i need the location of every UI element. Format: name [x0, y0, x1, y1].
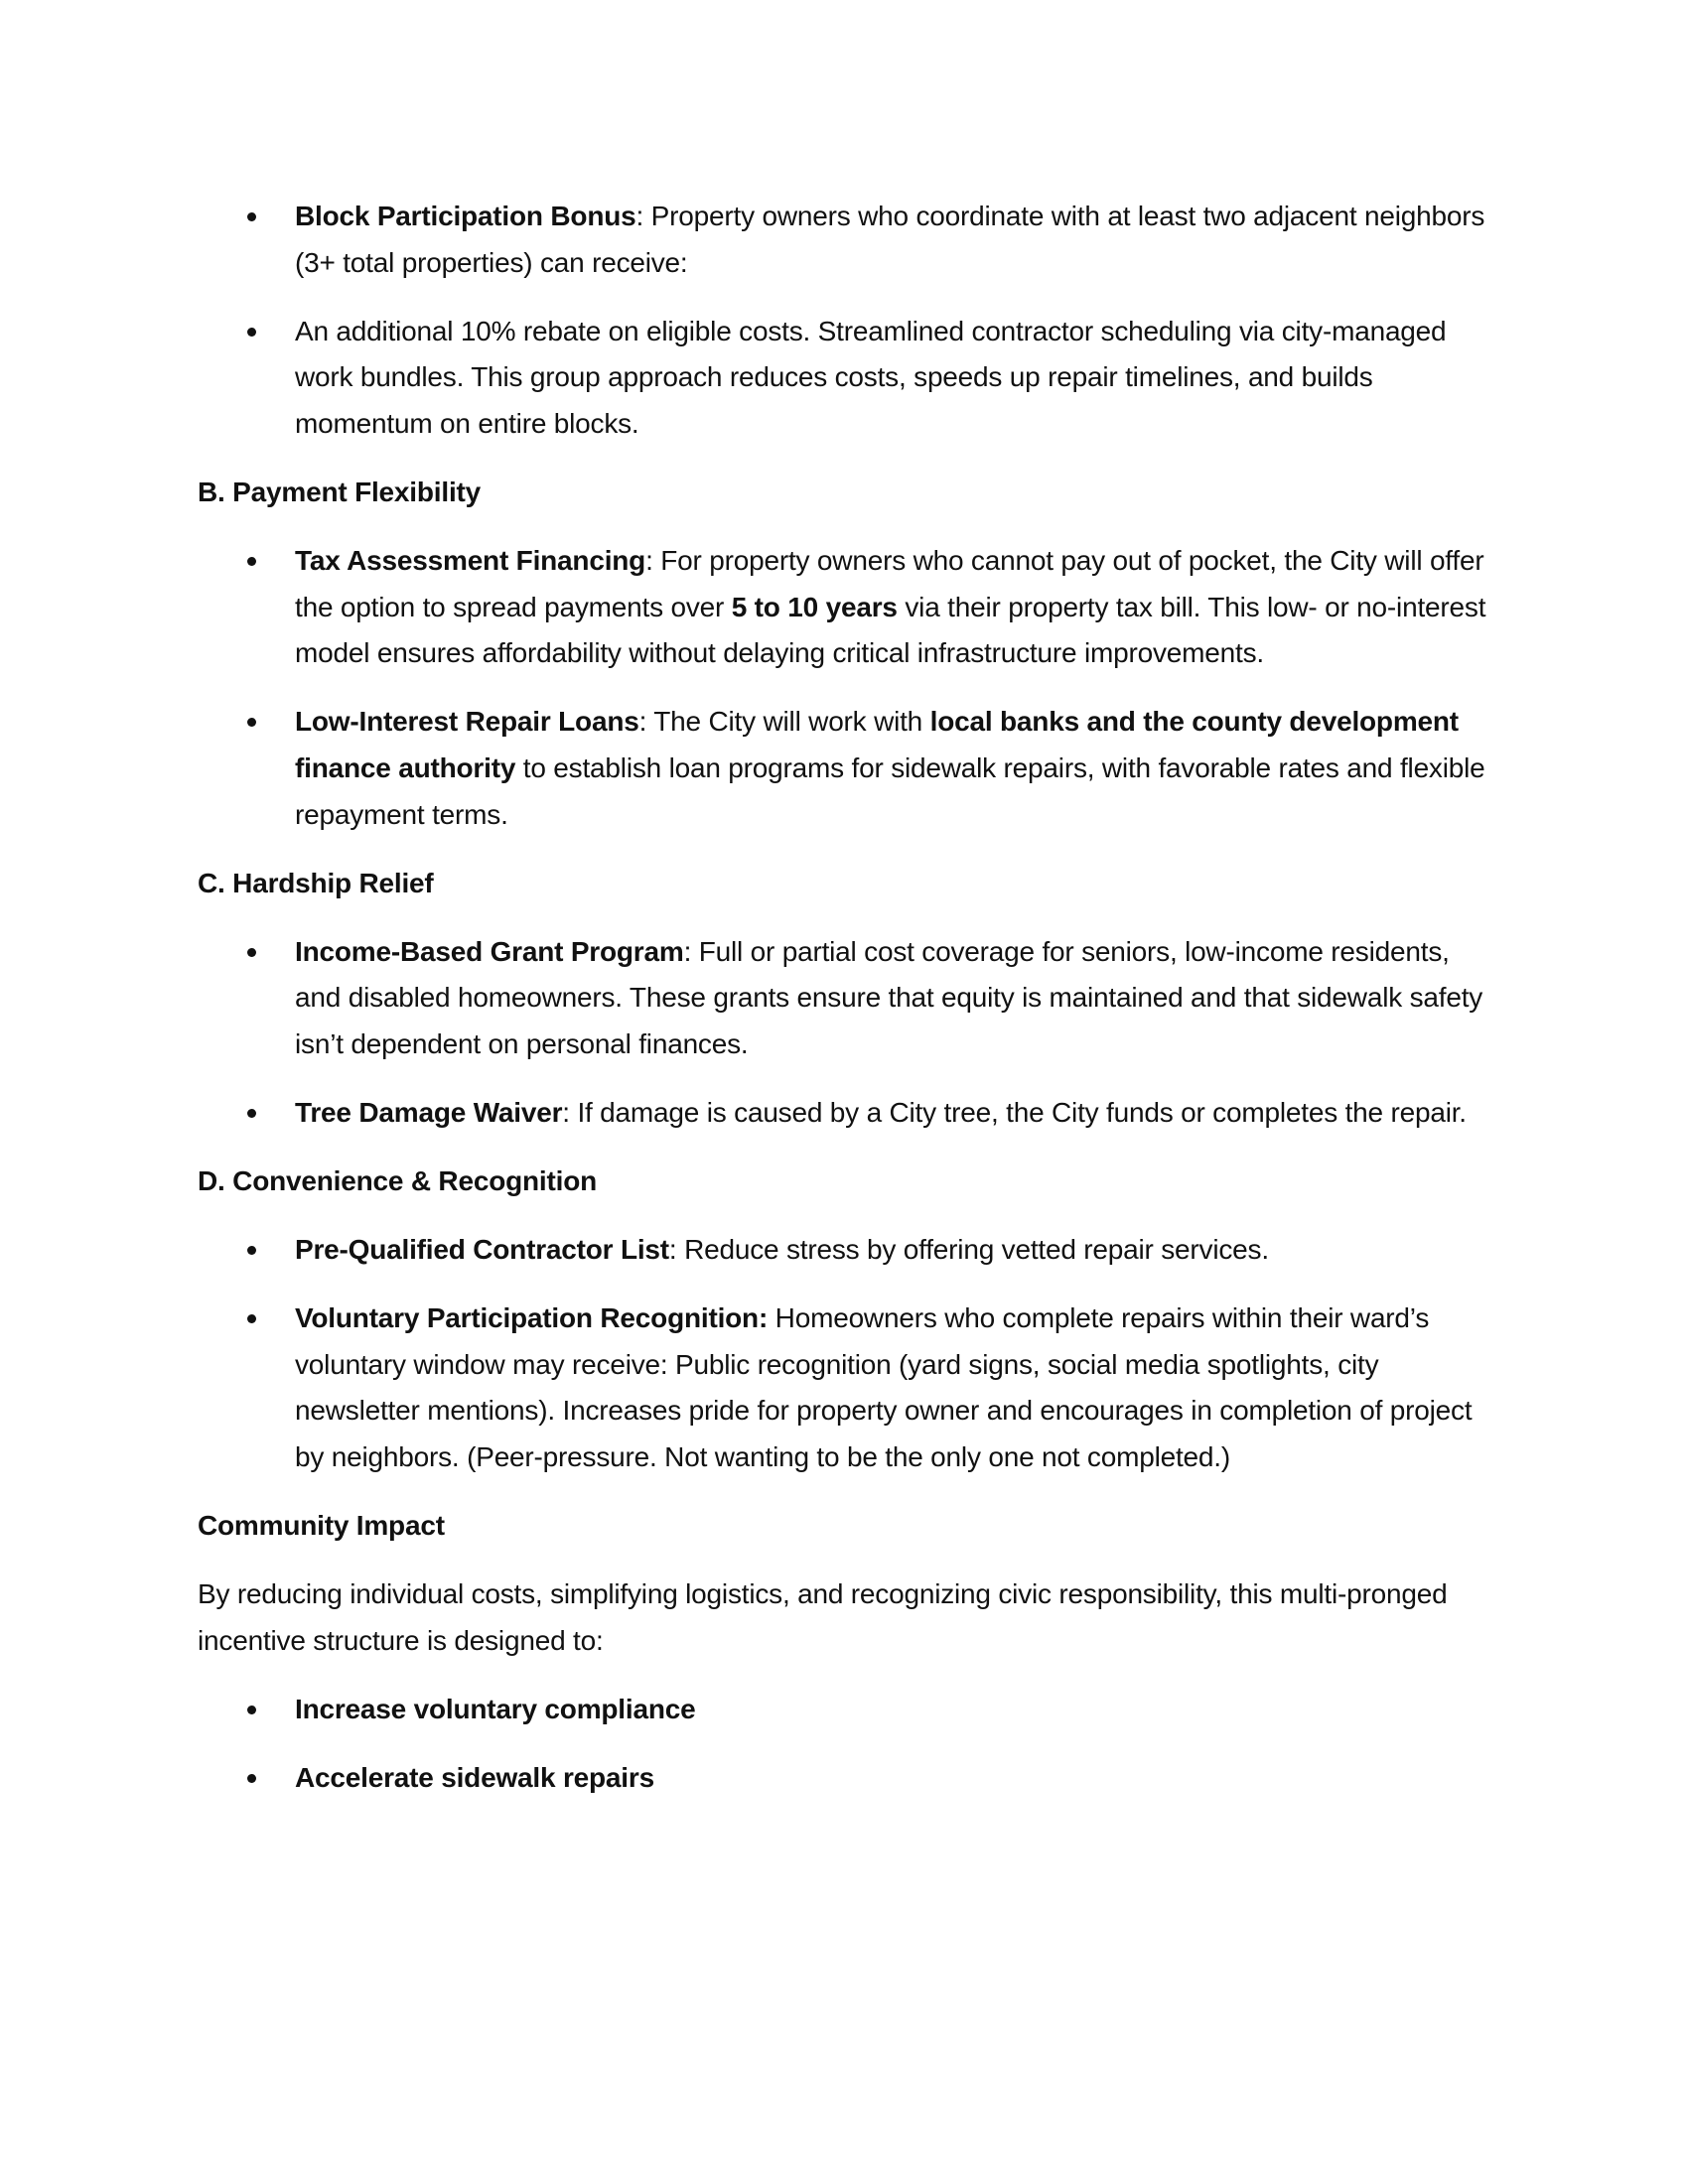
payment-flexibility-list: [198, 538, 1488, 838]
item-text: to establish loan programs for sidewalk repairs, with favorable rates and flexible repayment terms.: [295, 751, 1485, 830]
item-text: An additional 10% rebate on eligible costs. Streamlined contractor scheduling via city-managed work bundles. This group approach reduces costs, speeds up repair timelines, and builds momentum on entire blocks.: [295, 315, 1447, 439]
item-text: : The City will work with: [638, 706, 930, 738]
list-item: [198, 929, 1488, 1068]
list-item: [198, 1227, 1488, 1274]
list-item: [198, 309, 1488, 448]
list-item: [198, 699, 1488, 838]
bullet-icon: [247, 1774, 256, 1783]
list-item: [198, 194, 1488, 286]
spacer: [198, 1137, 1488, 1160]
bullet-icon: [247, 1314, 256, 1323]
spacer: [198, 1068, 1488, 1091]
convenience-recognition-list: [198, 1227, 1488, 1480]
spacer: [198, 1664, 1488, 1687]
item-emphasis: local banks and the county development finance authority: [295, 706, 1459, 783]
item-term: Tax Assessment Financing: [295, 545, 646, 577]
item-term: Tree Damage Waiver: [295, 1097, 563, 1128]
item-text: : Property owners who coordinate with at least two adjacent neighbors (3+ total properties) can receive:: [295, 201, 1485, 278]
item-term: Voluntary Participation Recognition:: [295, 1302, 769, 1334]
hardship-relief-list: [198, 929, 1488, 1137]
spacer: [198, 1733, 1488, 1756]
spacer: [198, 1550, 1488, 1572]
spacer: [198, 838, 1488, 861]
bullet-icon: [247, 1109, 256, 1118]
community-impact-goals-list: [198, 1687, 1488, 1802]
item-term: Income-Based Grant Program: [295, 935, 684, 967]
spacer: [198, 1481, 1488, 1504]
spacer: [198, 1205, 1488, 1228]
item-term: Block Participation Bonus: [295, 201, 636, 231]
community-impact-paragraph: By reducing individual costs, simplifying logistics, and recognizing civic responsibility, this multi-pronged incentive structure is designed to:: [198, 1578, 1448, 1656]
spacer: [198, 447, 1488, 470]
item-text: : Full or partial cost coverage for seniors, low-income residents, and disabled homeowners. These grants ensure that equity is maintained and that sidewalk safety isn’t dependent on personal finances.: [295, 935, 1483, 1059]
section-heading-hardship-relief: C. Hardship Relief: [198, 867, 434, 898]
list-item: [198, 1090, 1488, 1137]
block-participation-list: [198, 194, 1488, 447]
bullet-icon: [247, 1246, 256, 1255]
bullet-icon: [247, 212, 256, 221]
spacer: [198, 516, 1488, 539]
spacer: [198, 286, 1488, 309]
list-item: [198, 538, 1488, 677]
item-text: : Reduce stress by offering vetted repair services.: [668, 1234, 1269, 1266]
document-body: [198, 194, 1488, 1802]
spacer: [198, 906, 1488, 929]
list-item: [198, 1755, 1488, 1802]
goal-text: Increase voluntary compliance: [295, 1693, 696, 1724]
bullet-icon: [247, 328, 256, 337]
item-term: Pre-Qualified Contractor List: [295, 1234, 669, 1266]
goal-text: Accelerate sidewalk repairs: [295, 1762, 654, 1794]
item-text: : For property owners who cannot pay out of pocket, the City will offer the option to spread payments over: [295, 545, 1484, 622]
item-text: Homeowners who complete repairs within their ward’s voluntary window may receive: Public recognition (yard signs, social media spotlights, city newsletter mentions). Increases pride for property owner and encourages in completion of project by neighbors. (Peer-pressure. Not wanting to be the only one not completed.): [295, 1302, 1473, 1473]
bullet-icon: [247, 948, 256, 957]
item-text: via their property tax bill. This low- or no-interest model ensures affordability without delaying critical infrastructure improvements.: [295, 591, 1486, 669]
item-emphasis: 5 to 10 years: [731, 591, 898, 622]
item-term: Low-Interest Repair Loans: [295, 706, 639, 738]
bullet-icon: [247, 557, 256, 566]
bullet-icon: [247, 718, 256, 727]
list-item: [198, 1687, 1488, 1733]
section-heading-convenience-recognition: D. Convenience & Recognition: [198, 1165, 597, 1197]
bullet-icon: [247, 1706, 256, 1714]
spacer: [198, 1274, 1488, 1297]
section-heading-community-impact: Community Impact: [198, 1510, 445, 1542]
section-heading-payment-flexibility: B. Payment Flexibility: [198, 476, 482, 507]
list-item: [198, 1296, 1488, 1480]
item-text: : If damage is caused by a City tree, the City funds or completes the repair.: [562, 1097, 1467, 1128]
spacer: [198, 677, 1488, 700]
